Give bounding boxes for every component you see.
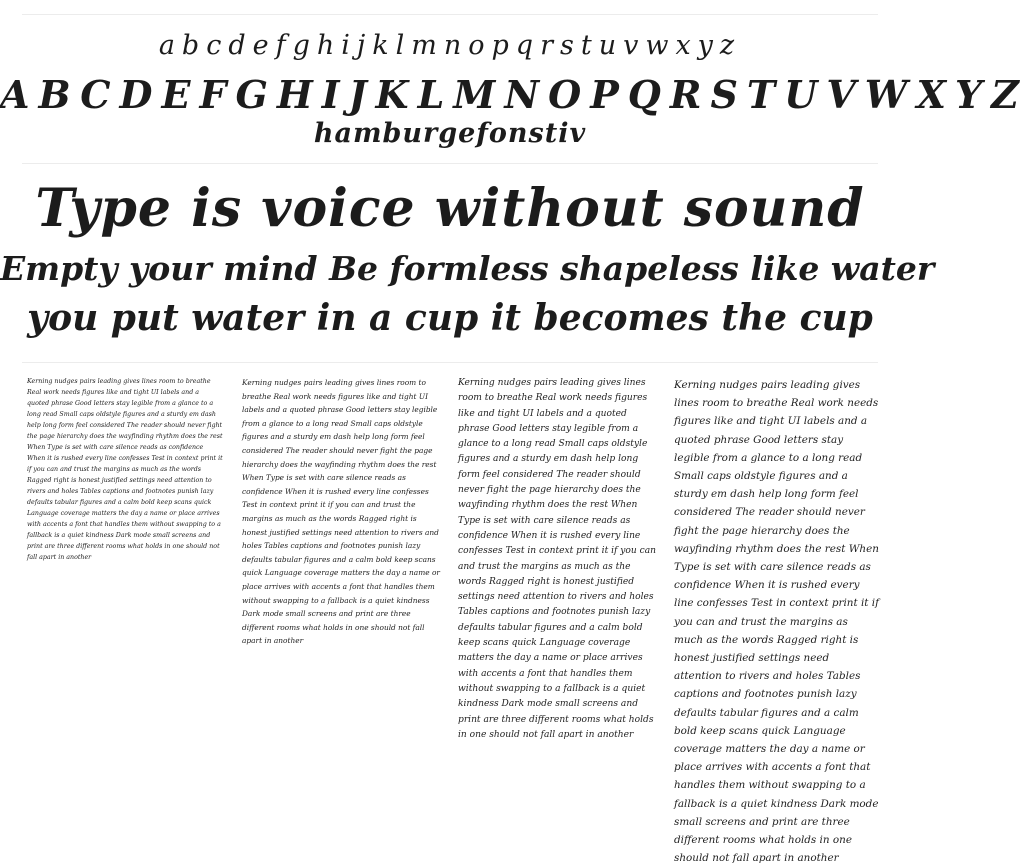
paragraph-column-4: Kerning nudges pairs leading gives lines room to breathe Real work needs figures like and tight UI labels and a quoted phrase Good letters stay legible from a glance to a long read Small caps oldstyle figures and a sturdy em dash help long form feel considered The reader should never fight the page hierarchy does the wayfinding rhythm does the rest When Type is set with care silence reads as confidence When it is rushed every line confesses Test in context print it if you can and trust the margins as much as the words Ragged right is honest justified settings need attention to rivers and holes Tables captions and footnotes punish lazy defaults tabular figures and a calm bold keep scans quick Language coverage matters the day a name or place arrives with accents a font that handles them without swapping to a fallback is a quiet kindness Dark mode small screens and print are three different rooms what holds in one should not fall apart in another <box>674 379 879 865</box>
paragraph-column-2: Kerning nudges pairs leading gives lines room to breathe Real work needs figures like and tight UI labels and a quoted phrase Good letters stay legible from a glance to a long read Small caps oldstyle figures and a sturdy em dash help long form feel considered The reader should never fight the page hierarchy does the wayfinding rhythm does the rest When Type is set with care silence reads as confidence When it is rushed every line confesses Test in context print it if you can and trust the margins as much as the words Ragged right is honest justified settings need attention to rivers and holes Tables captions and footnotes punish lazy defaults tabular figures and a calm bold keep scans quick Language coverage matters the day a name or place arrives with accents a font that handles them without swapping to a fallback is a quiet kindness Dark mode small screens and print are three different rooms what holds in one should not fall apart in another <box>242 378 440 646</box>
uppercase-alphabet: ABCDEFGHIJKLMNOPQRSTUVWXYZ <box>0 72 1028 117</box>
section-divider-2 <box>22 362 878 363</box>
sample-word: hamburgefonstiv <box>313 118 587 149</box>
top-divider <box>22 14 878 15</box>
paragraph-column-1: Kerning nudges pairs leading gives lines room to breathe Real work needs figures like and tight UI labels and a quoted phrase Good letters stay legible from a glance to a long read Small caps oldstyle figures and a sturdy em dash help long form feel considered The reader should never fight the page hierarchy does the wayfinding rhythm does the rest When Type is set with care silence reads as confidence When it is rushed every line confesses Test in context print it if you can and trust the margins as much as the words Ragged right is honest justified settings need attention to rivers and holes Tables captions and footnotes punish lazy defaults tabular figures and a calm bold keep scans quick Language coverage matters the day a name or place arrives with accents a font that handles them without swapping to a fallback is a quiet kindness Dark mode small screens and print are three different rooms what holds in one should not fall apart in another <box>27 378 223 561</box>
section-divider <box>22 163 878 164</box>
lowercase-alphabet: abcdefghijklmnopqrstuvwxyz <box>158 30 742 61</box>
paragraph-column-3: Kerning nudges pairs leading gives lines room to breathe Real work needs figures like and tight UI labels and a quoted phrase Good letters stay legible from a glance to a long read Small caps oldstyle figures and a sturdy em dash help long form feel considered The reader should never fight the page hierarchy does the wayfinding rhythm does the rest When Type is set with care silence reads as confidence When it is rushed every line confesses Test in context print it if you can and trust the margins as much as the words Ragged right is honest justified settings need attention to rivers and holes Tables captions and footnotes punish lazy defaults tabular figures and a calm bold keep scans quick Language coverage matters the day a name or place arrives with accents a font that handles them without swapping to a fallback is a quiet kindness Dark mode small screens and print are three different rooms what holds in one should not fall apart in another <box>458 378 657 740</box>
headline-large: Type is voice without sound <box>35 178 865 239</box>
headline-medium-2: you put water in a cup it becomes the cup <box>27 297 873 339</box>
headline-medium: Empty your mind Be formless shapeless like water <box>0 249 935 288</box>
